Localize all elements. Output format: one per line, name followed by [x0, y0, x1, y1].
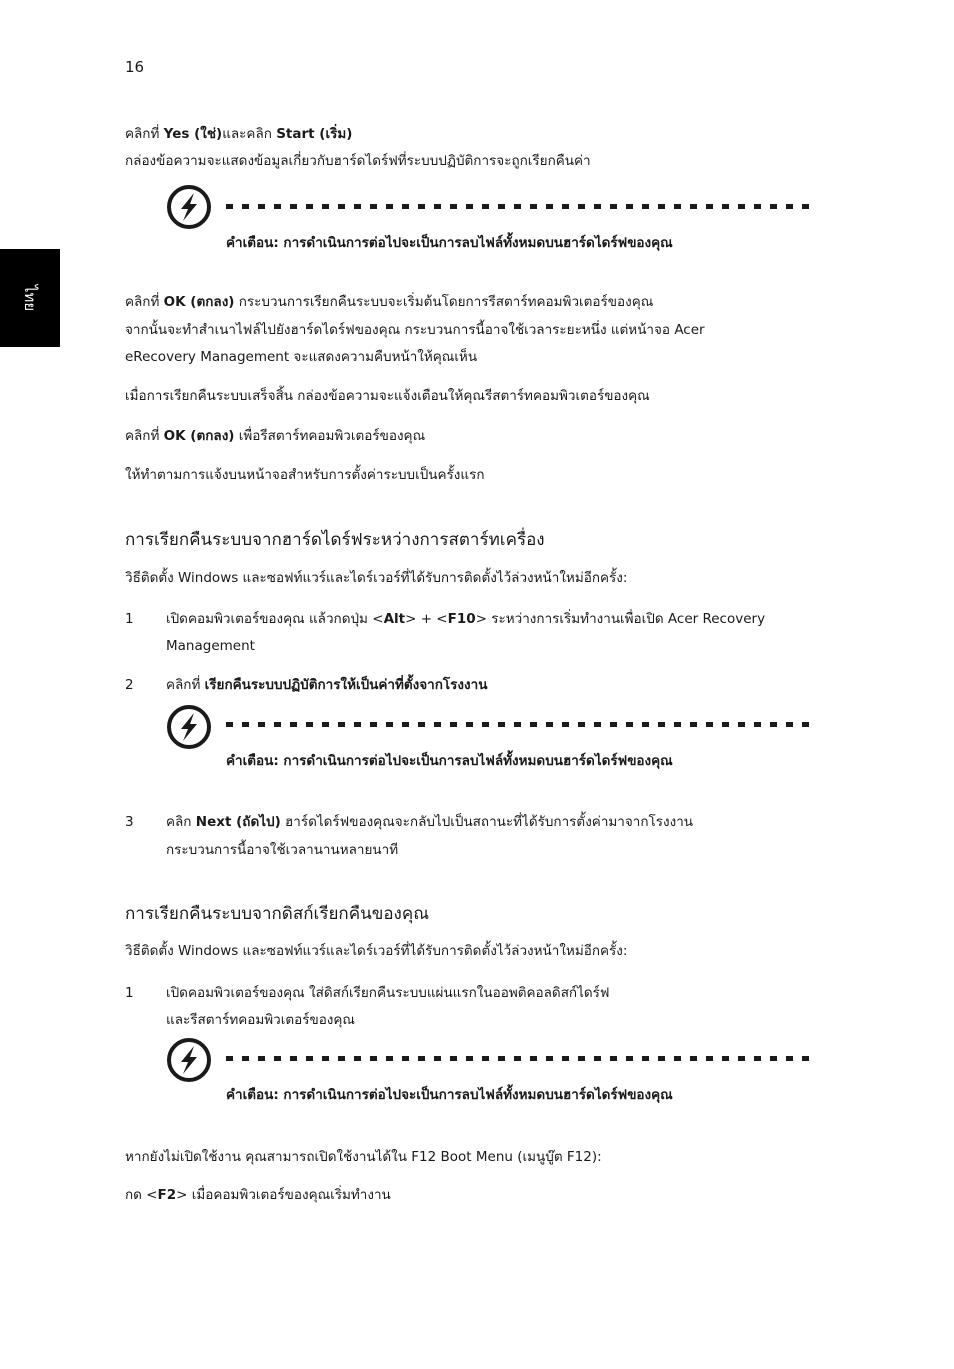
- text: เปิดคอมพิวเตอร์ของคุณ แล้วกดปุ่ม <: [166, 611, 384, 627]
- text: > เมื่อคอมพิวเตอร์ของคุณเริ่มทำงาน: [176, 1187, 391, 1203]
- section1-step1-line-2: Management: [166, 638, 255, 654]
- section1-step3-line-2: กระบวนการนี้อาจใช้เวลานานหลายนาที: [166, 842, 399, 858]
- press-f2-note: [125, 1185, 391, 1205]
- alt-key: Alt: [383, 611, 406, 627]
- paragraph-complete: เมื่อการเรียกคืนระบบเสร็จสิ้น กล่องข้อความจะแจ้งเตือนให้คุณรีสตาร์ทคอมพิวเตอร์ของคุณ: [125, 388, 650, 404]
- start-label: Start (เริ่ม): [276, 126, 353, 142]
- warning-divider: [226, 722, 810, 727]
- text: ฮาร์ดไดร์ฟของคุณจะกลับไปเป็นสถานะที่ได้รับการตั้งค่ามาจากโรงงาน: [280, 814, 694, 830]
- lightning-warning-icon: [166, 704, 212, 750]
- text: เพื่อรีสตาร์ทคอมพิวเตอร์ของคุณ: [234, 428, 426, 444]
- intro-line-2: กล่องข้อความจะแสดงข้อมูลเกี่ยวกับฮาร์ดไดร์ฟที่ระบบปฏิบัติการจะถูกเรียกคืนค่า: [125, 153, 591, 169]
- text: กระบวนการเรียกคืนระบบจะเริ่มต้นโดยการรีสตาร์ทคอมพิวเตอร์ของคุณ: [234, 294, 654, 310]
- warning-text: คำเตือน: การดำเนินการต่อไปจะเป็นการลบไฟล์ทั้งหมดบนฮาร์ดไดร์ฟของคุณ: [226, 235, 673, 251]
- text: กด <: [125, 1187, 158, 1203]
- text: คลิกที่: [125, 294, 164, 310]
- side-tab-label: ไทย: [20, 284, 39, 312]
- section2-intro: วิธีติดตั้ง Windows และซอฟท์แวร์และไดร์เวอร์ที่ได้รับการติดตั้งไว้ล่วงหน้าใหม่อีกครั้ง:: [125, 943, 628, 959]
- text: > + <: [405, 611, 448, 627]
- section-heading-hdd-recovery: การเรียกคืนระบบจากฮาร์ดไดร์ฟระหว่างการสตาร์ทเครื่อง: [125, 530, 545, 550]
- page-number: 16: [125, 58, 145, 76]
- warning-text: คำเตือน: การดำเนินการต่อไปจะเป็นการลบไฟล์ทั้งหมดบนฮาร์ดไดร์ฟของคุณ: [226, 753, 673, 769]
- warning-divider: [226, 1056, 810, 1061]
- text: และคลิก: [222, 126, 277, 142]
- factory-restore-label: เรียกคืนระบบปฏิบัติการให้เป็นค่าที่ตั้งจากโรงงาน: [204, 677, 488, 693]
- section2-step1-line-1: เปิดคอมพิวเตอร์ของคุณ ใส่ดิสก์เรียกคืนระบบแผ่นแรกในออพติคอลดิสก์ไดร์ฟ: [166, 985, 610, 1001]
- paragraph-restart: [125, 426, 425, 446]
- warning-text: คำเตือน: การดำเนินการต่อไปจะเป็นการลบไฟล์ทั้งหมดบนฮาร์ดไดร์ฟของคุณ: [226, 1087, 673, 1103]
- language-side-tab: [0, 249, 60, 347]
- section1-step1-line-1: [166, 609, 765, 629]
- section1-step3-line-1: [166, 812, 693, 832]
- step-number: 1: [125, 611, 134, 627]
- text: คลิกที่: [125, 428, 164, 444]
- boot-menu-note: หากยังไม่เปิดใช้งาน คุณสามารถเปิดใช้งานได้ใน F12 Boot Menu (เมนูบู๊ต F12):: [125, 1149, 602, 1165]
- section-heading-disc-recovery: การเรียกคืนระบบจากดิสก์เรียกคืนของคุณ: [125, 904, 429, 924]
- paragraph-ok-line-2: จากนั้นจะทำสำเนาไฟล์ไปยังฮาร์ดไดร์ฟของคุณ กระบวนการนี้อาจใช้เวลาระยะหนึ่ง แต่หน้าจอ Acer: [125, 322, 705, 338]
- text: คลิกที่: [166, 677, 205, 693]
- intro-line-1: [125, 124, 352, 144]
- lightning-warning-icon: [166, 1037, 212, 1083]
- text: > ระหว่างการเริ่มทำงานเพื่อเปิด Acer Recovery: [475, 611, 766, 627]
- text: คลิก: [166, 814, 196, 830]
- f10-key: F10: [447, 611, 476, 627]
- paragraph-setup: ให้ทำตามการแจ้งบนหน้าจอสำหรับการตั้งค่าระบบเป็นครั้งแรก: [125, 467, 485, 483]
- warning-divider: [226, 204, 810, 209]
- yes-label: Yes (ใช่): [163, 126, 223, 142]
- next-label: Next (ถัดไป): [195, 814, 281, 830]
- ok-label: OK (ตกลง): [163, 294, 235, 310]
- lightning-warning-icon: [166, 184, 212, 230]
- step-number: 2: [125, 677, 134, 693]
- section1-intro: วิธีติดตั้ง Windows และซอฟท์แวร์และไดร์เวอร์ที่ได้รับการติดตั้งไว้ล่วงหน้าใหม่อีกครั้ง:: [125, 570, 628, 586]
- ok-label: OK (ตกลง): [163, 428, 235, 444]
- section1-step2: [166, 675, 487, 695]
- step-number: 3: [125, 814, 134, 830]
- step-number: 1: [125, 985, 134, 1001]
- paragraph-ok-line-1: [125, 292, 653, 312]
- section2-step1-line-2: และรีสตาร์ทคอมพิวเตอร์ของคุณ: [166, 1012, 355, 1028]
- text: คลิกที่: [125, 126, 164, 142]
- f2-key: F2: [157, 1187, 177, 1203]
- paragraph-ok-line-3: eRecovery Management จะแสดงความคืบหน้าให้คุณเห็น: [125, 349, 478, 365]
